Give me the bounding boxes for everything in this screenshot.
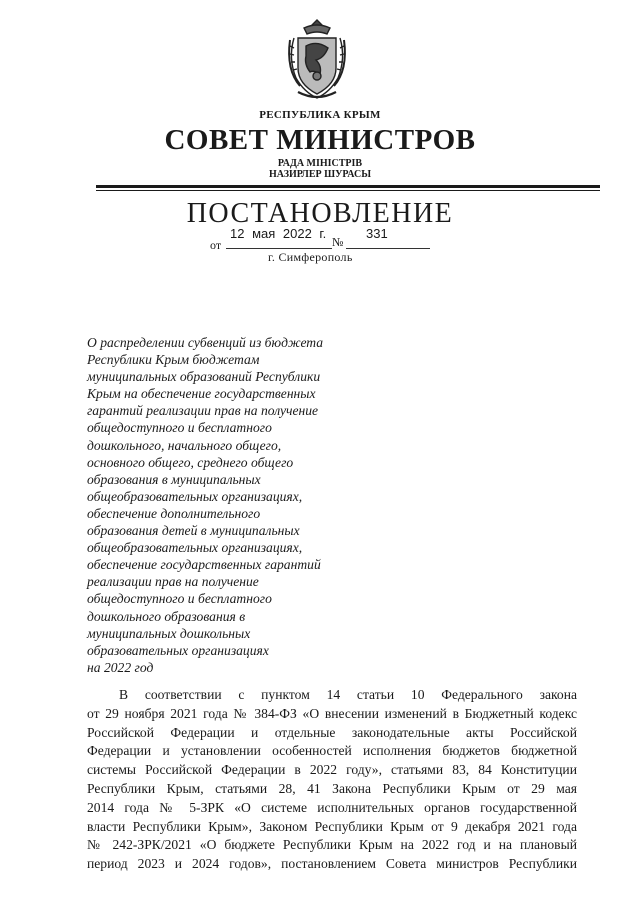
body-line: № 242-ЗРК/2021 «О бюджете Республики Крым на 2022 год и на плановый <box>87 837 577 853</box>
document-number: 331 <box>366 226 388 241</box>
body-line: Республики Крым, статьями 28, 41 Закона Республики Крым от 29 мая <box>87 780 577 796</box>
body-line: 2014 года № 5-ЗРК «О системе исполнительных органов государственной <box>87 799 577 815</box>
number-label: № <box>332 235 344 249</box>
subject-line: общедоступного и бесплатного <box>87 420 272 436</box>
nazirler-line: НАЗИРЛЕР ШУРАСЫ <box>268 169 372 180</box>
council-title: СОВЕТ МИНИСТРОВ <box>164 124 476 156</box>
header-rule-thick <box>96 185 600 188</box>
document-date: 12 мая 2022 г. <box>230 226 327 241</box>
subject-line: обеспечение государственных гарантий <box>87 557 321 573</box>
rada-label <box>0 158 640 180</box>
subject-line: общеобразовательных организациях, <box>87 488 303 504</box>
body-line: от 29 ноября 2021 года № 384-ФЗ «О внесении изменений в Бюджетный кодекс <box>87 705 577 721</box>
body-line: власти Республики Крым», Законом Республики Крым от 9 декабря 2021 года <box>87 818 577 834</box>
from-label: от <box>210 238 222 252</box>
body-line: Федерации и установлении особенностей исполнения бюджетов бюджетной <box>87 743 577 759</box>
subject-line: общедоступного и бесплатного <box>87 591 272 607</box>
subject-line: Республики Крым бюджетам <box>87 352 260 368</box>
header-rule-thin <box>96 190 600 191</box>
body-line: Российской Федерации и отдельные законодательные акты Российской <box>87 724 577 740</box>
subject-line: общеобразовательных организациях, <box>87 540 303 556</box>
body-paragraph <box>87 686 577 874</box>
republic-label: РЕСПУБЛИКА КРЫМ <box>259 109 381 121</box>
subject-line: гарантий реализации прав на получение <box>87 403 319 419</box>
subject-line: дошкольного, начального общего, <box>87 437 282 453</box>
subject-line: образования в муниципальных <box>87 471 261 487</box>
document-subject <box>87 334 377 676</box>
subject-line: муниципальных образований Республики <box>87 369 321 385</box>
rada-line: РАДА МІНІСТРІВ <box>277 158 363 169</box>
subject-line: образования детей в муниципальных <box>87 523 300 539</box>
body-line: В соответствии с пунктом 14 статьи 10 Федерального закона <box>119 687 577 702</box>
subject-line: Крым на обеспечение государственных <box>87 386 316 402</box>
body-line: системы Российской Федерации в 2022 году», статьями 83, 84 Конституции <box>87 762 577 778</box>
subject-line: муниципальных дошкольных <box>87 625 251 641</box>
number-underline <box>346 248 430 249</box>
city-label: г. Симферополь <box>268 250 353 264</box>
document-type: ПОСТАНОВЛЕНИЕ <box>186 198 454 229</box>
subject-line: образовательных организациях <box>87 642 269 658</box>
coat-of-arms-icon <box>284 16 350 104</box>
subject-line: реализации прав на получение <box>87 574 259 590</box>
subject-line: О распределении субвенций из бюджета <box>87 335 324 350</box>
subject-line: обеспечение дополнительного <box>87 505 261 521</box>
subject-line: на 2022 год <box>87 659 154 675</box>
date-underline <box>226 248 332 249</box>
body-line: период 2023 и 2024 годов», постановлением Совета министров Республики <box>87 856 577 872</box>
subject-line: дошкольного образования в <box>87 608 246 624</box>
subject-line: основного общего, среднего общего <box>87 454 294 470</box>
